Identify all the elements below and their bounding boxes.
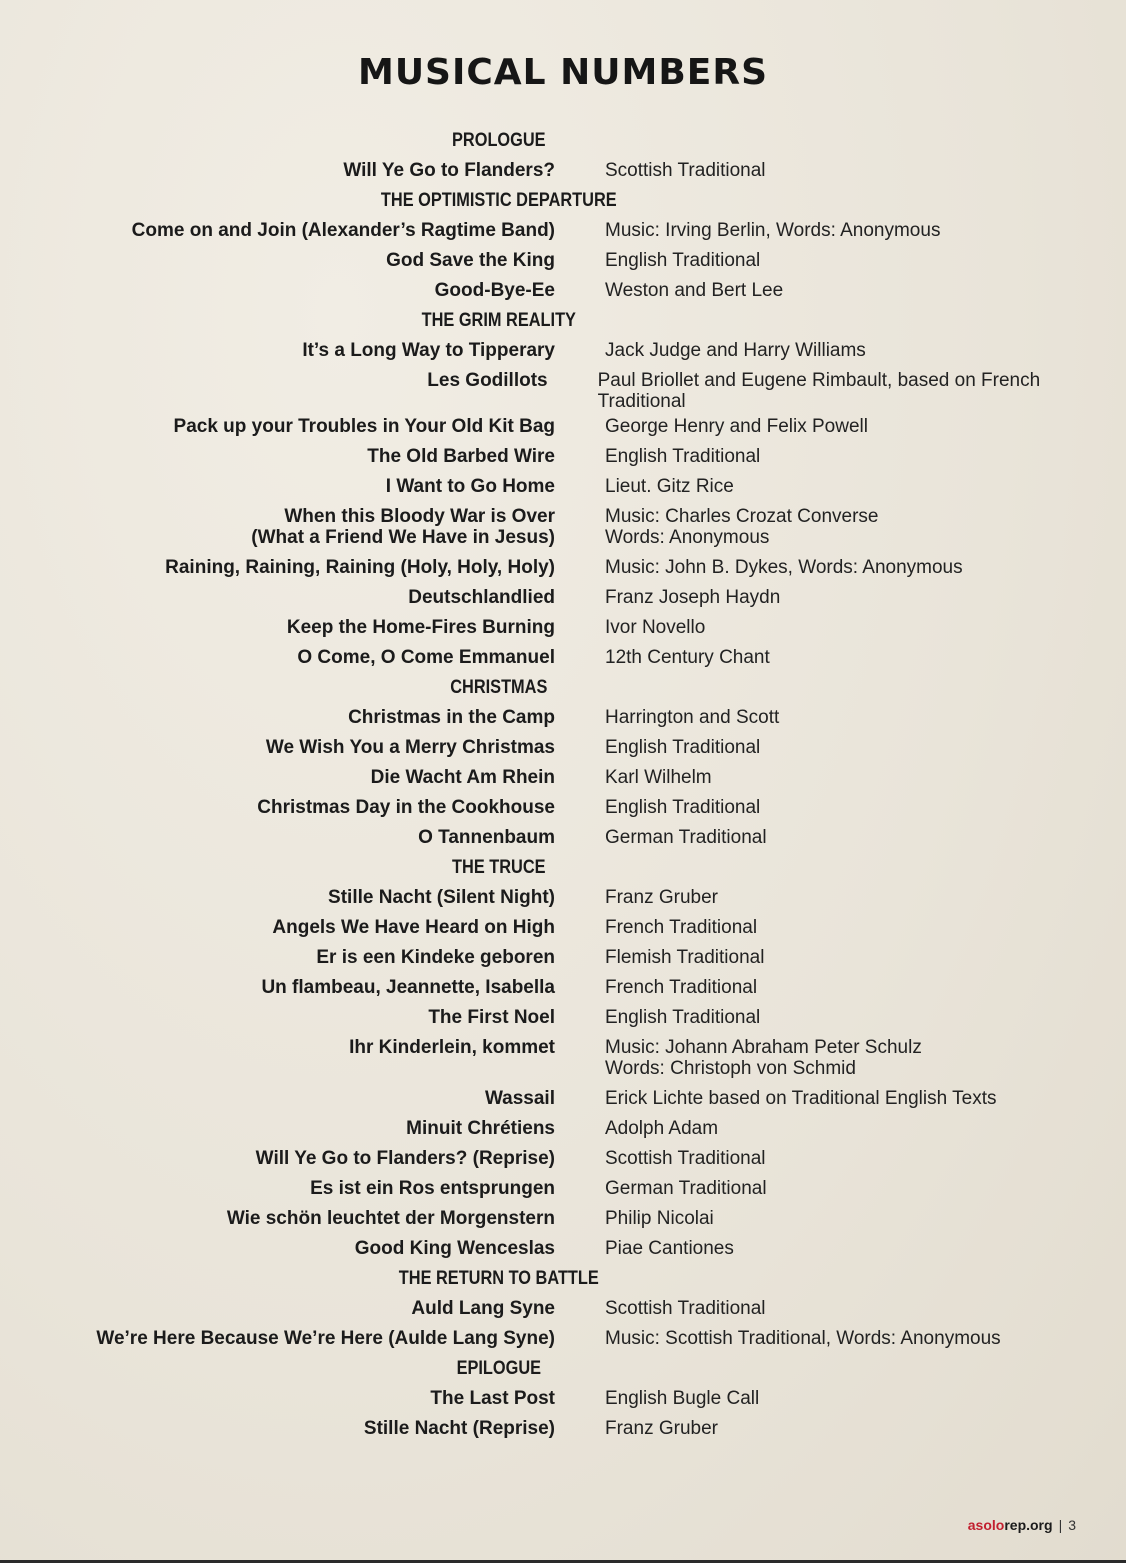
song-row — [0, 1084, 1126, 1114]
song-title: Good-Bye-Ee — [434, 280, 555, 301]
song-row — [0, 913, 1126, 943]
section-heading: PROLOGUE — [452, 130, 546, 151]
song-credit: Harrington and Scott — [605, 707, 780, 728]
page-footer — [968, 1517, 1076, 1533]
song-credit: Lieut. Gitz Rice — [605, 476, 734, 497]
section-heading: THE OPTIMISTIC DEPARTURE — [380, 190, 617, 211]
song-credit: Ivor Novello — [605, 617, 706, 638]
song-row — [0, 336, 1126, 366]
song-title: Wassail — [484, 1088, 555, 1109]
footer-site: rep.org — [1004, 1517, 1053, 1533]
page-number: 3 — [1068, 1517, 1076, 1533]
song-credit: George Henry and Felix Powell — [605, 416, 868, 437]
song-title: God Save the King — [386, 250, 555, 271]
song-credit: English Traditional — [605, 1007, 761, 1028]
song-row — [0, 1204, 1126, 1234]
musical-numbers-list — [0, 126, 1126, 1444]
song-title: Raining, Raining, Raining (Holy, Holy, Holy) — [165, 557, 555, 578]
song-credit: German Traditional — [605, 827, 767, 848]
song-credit: English Traditional — [605, 737, 761, 758]
song-credit: Karl Wilhelm — [605, 767, 712, 788]
song-row — [0, 156, 1126, 186]
song-row — [0, 216, 1126, 246]
song-title: When this Bloody War is Over (What a Friend We Have in Jesus) — [251, 506, 555, 548]
song-row — [0, 793, 1126, 823]
song-title: O Come, O Come Emmanuel — [297, 647, 555, 668]
song-row — [0, 1324, 1126, 1354]
song-title: Un flambeau, Jeannette, Isabella — [261, 977, 555, 998]
song-credit: English Traditional — [605, 446, 761, 467]
song-row — [0, 442, 1126, 472]
section-heading: CHRISTMAS — [450, 677, 548, 698]
song-title: Les Godillots — [427, 370, 548, 391]
song-title: Ihr Kinderlein, kommet — [349, 1037, 555, 1058]
song-row — [0, 613, 1126, 643]
section — [0, 186, 1126, 306]
song-credit: English Traditional — [605, 797, 761, 818]
song-credit: English Traditional — [605, 250, 761, 271]
song-credit: Erick Lichte based on Traditional English Texts — [605, 1088, 997, 1109]
song-title: The Old Barbed Wire — [367, 446, 555, 467]
song-row — [0, 763, 1126, 793]
song-credit: Music: Johann Abraham Peter Schulz Words: Christoph von Schmid — [605, 1037, 922, 1079]
song-credit: Piae Cantiones — [605, 1238, 734, 1259]
song-row — [0, 502, 1126, 553]
song-credit: German Traditional — [605, 1178, 767, 1199]
page-title: MUSICAL NUMBERS — [358, 52, 768, 93]
section-heading: THE TRUCE — [452, 857, 546, 878]
section — [0, 306, 1126, 673]
song-credit: Flemish Traditional — [605, 947, 765, 968]
song-row — [0, 1033, 1126, 1084]
song-title: Deutschlandlied — [408, 587, 555, 608]
song-row — [0, 366, 1126, 412]
song-credit: Franz Joseph Haydn — [605, 587, 781, 608]
song-title: We Wish You a Merry Christmas — [265, 737, 555, 758]
song-title: Stille Nacht (Silent Night) — [328, 887, 555, 908]
song-row — [0, 246, 1126, 276]
song-credit: Franz Gruber — [605, 887, 718, 908]
section — [0, 853, 1126, 1264]
song-credit: Jack Judge and Harry Williams — [605, 340, 866, 361]
song-credit: English Bugle Call — [605, 1388, 760, 1409]
song-title: Die Wacht Am Rhein — [370, 767, 555, 788]
section-heading: THE GRIM REALITY — [421, 310, 576, 331]
song-row — [0, 883, 1126, 913]
song-credit: Paul Briollet and Eugene Rimbault, based on French Traditional — [597, 370, 1041, 412]
song-title: The First Noel — [428, 1007, 555, 1028]
song-row — [0, 1414, 1126, 1444]
song-title: Will Ye Go to Flanders? — [343, 160, 555, 181]
song-row — [0, 643, 1126, 673]
song-credit: 12th Century Chant — [605, 647, 770, 668]
section-heading: EPILOGUE — [456, 1358, 542, 1379]
song-title: Minuit Chrétiens — [406, 1118, 555, 1139]
song-title: The Last Post — [430, 1388, 555, 1409]
song-row — [0, 1174, 1126, 1204]
song-title: Christmas Day in the Cookhouse — [257, 797, 555, 818]
song-credit: Weston and Bert Lee — [605, 280, 784, 301]
song-row — [0, 823, 1126, 853]
song-credit: Adolph Adam — [605, 1118, 719, 1139]
song-credit: Scottish Traditional — [605, 1298, 766, 1319]
song-row — [0, 1234, 1126, 1264]
section — [0, 1354, 1126, 1444]
song-row — [0, 1384, 1126, 1414]
song-title: Wie schön leuchtet der Morgenstern — [226, 1208, 555, 1229]
song-title: Pack up your Troubles in Your Old Kit Bag — [173, 416, 555, 437]
song-credit: Scottish Traditional — [605, 1148, 766, 1169]
footer-separator: | — [1058, 1517, 1063, 1533]
song-credit: French Traditional — [605, 917, 758, 938]
song-credit: Music: John B. Dykes, Words: Anonymous — [605, 557, 963, 578]
song-title: Es ist ein Ros entsprungen — [310, 1178, 555, 1199]
song-credit: Music: Scottish Traditional, Words: Anonymous — [605, 1328, 1001, 1349]
song-row — [0, 472, 1126, 502]
song-title: It’s a Long Way to Tipperary — [302, 340, 555, 361]
song-title: Come on and Join (Alexander’s Ragtime Band) — [131, 220, 555, 241]
song-title: O Tannenbaum — [418, 827, 555, 848]
song-row — [0, 583, 1126, 613]
song-title: Er is een Kindeke geboren — [316, 947, 555, 968]
song-row — [0, 412, 1126, 442]
song-row — [0, 1114, 1126, 1144]
song-title: Christmas in the Camp — [348, 707, 555, 728]
song-row — [0, 553, 1126, 583]
song-row — [0, 943, 1126, 973]
song-title: I Want to Go Home — [385, 476, 555, 497]
song-credit: Music: Irving Berlin, Words: Anonymous — [605, 220, 941, 241]
section-heading: THE RETURN TO BATTLE — [398, 1268, 599, 1289]
song-credit: Music: Charles Crozat Converse Words: Anonymous — [605, 506, 879, 548]
song-title: Auld Lang Syne — [411, 1298, 555, 1319]
song-row — [0, 973, 1126, 1003]
song-row — [0, 703, 1126, 733]
song-row — [0, 1294, 1126, 1324]
song-credit: Franz Gruber — [605, 1418, 718, 1439]
song-title: We’re Here Because We’re Here (Aulde Lang Syne) — [96, 1328, 555, 1349]
song-credit: Scottish Traditional — [605, 160, 766, 181]
song-row — [0, 1144, 1126, 1174]
song-row — [0, 733, 1126, 763]
section — [0, 126, 1126, 186]
song-title: Stille Nacht (Reprise) — [363, 1418, 555, 1439]
song-title: Will Ye Go to Flanders? (Reprise) — [255, 1148, 555, 1169]
song-title: Angels We Have Heard on High — [272, 917, 555, 938]
song-title: Good King Wenceslas — [354, 1238, 555, 1259]
song-credit: French Traditional — [605, 977, 758, 998]
song-row — [0, 276, 1126, 306]
song-credit: Philip Nicolai — [605, 1208, 714, 1229]
song-title: Keep the Home-Fires Burning — [286, 617, 555, 638]
footer-brand: asolo — [967, 1517, 1005, 1533]
section — [0, 673, 1126, 853]
section — [0, 1264, 1126, 1354]
song-row — [0, 1003, 1126, 1033]
